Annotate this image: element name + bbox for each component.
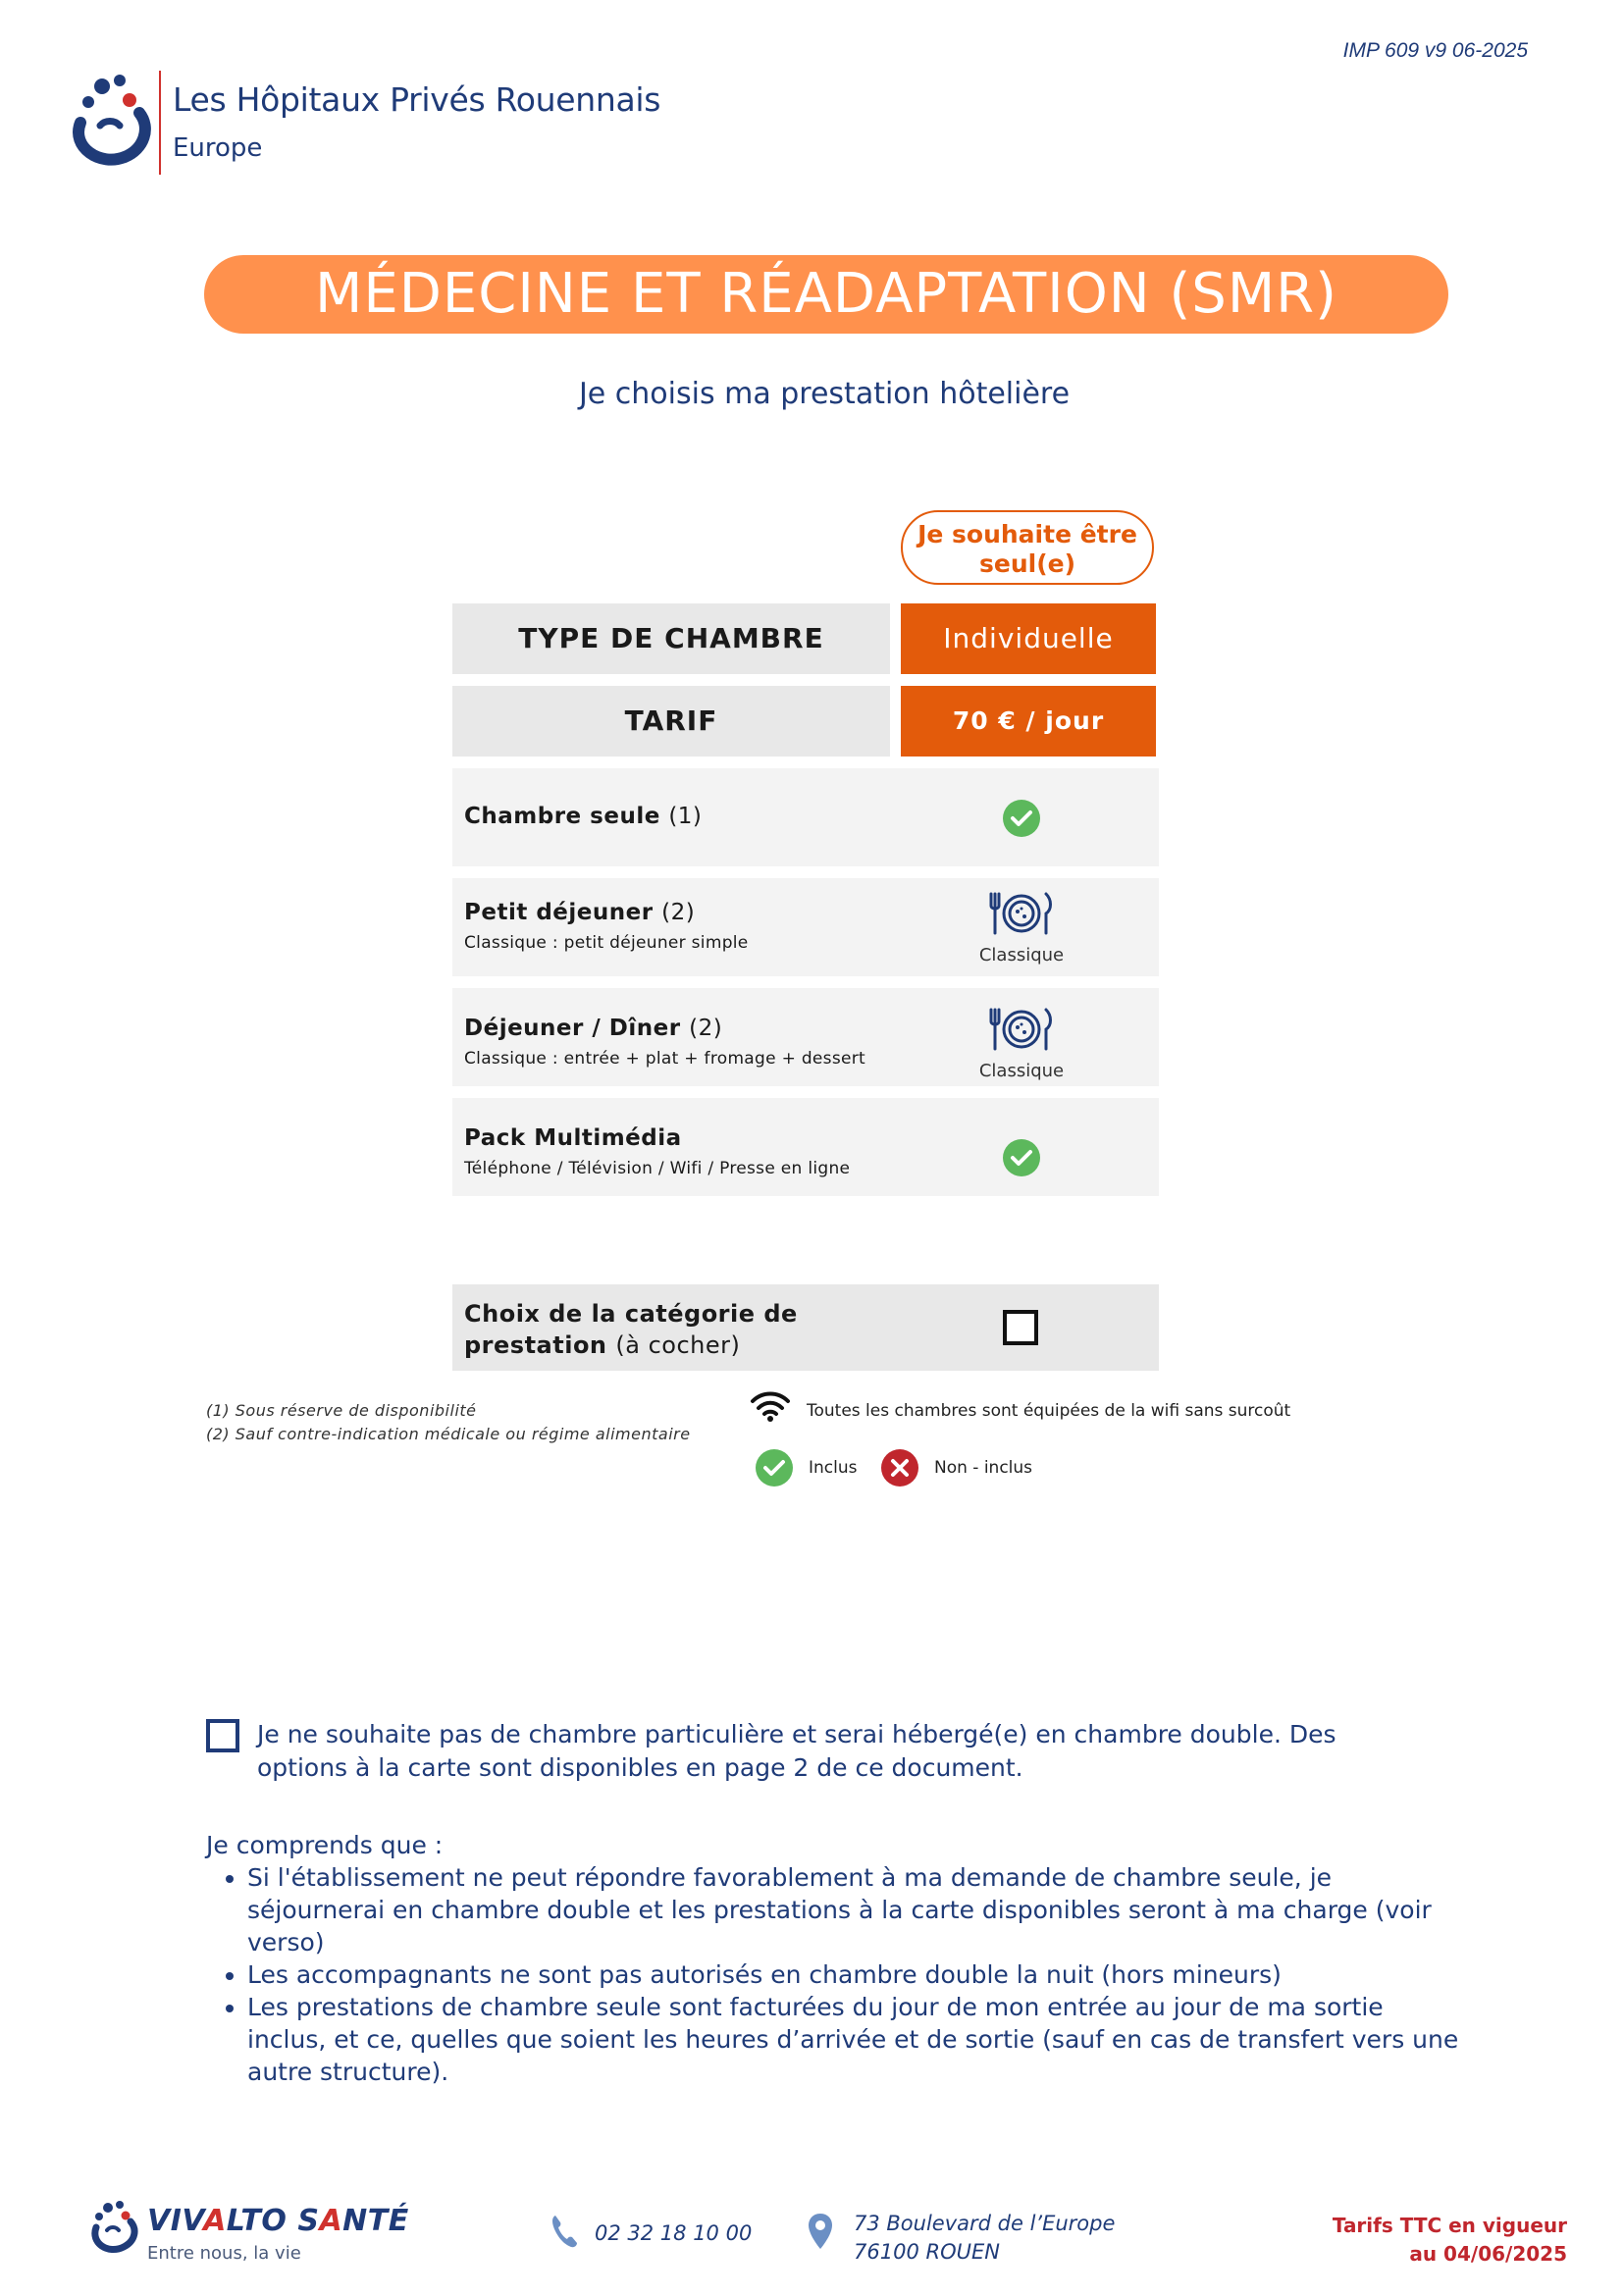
row-title: Déjeuner / Dîner: [464, 1016, 681, 1041]
table-row: [452, 988, 1159, 1086]
tarifs-line: Tarifs TTC en vigueur: [1332, 2214, 1567, 2237]
table-row: [452, 878, 1159, 976]
tarif-value: 70 € / jour: [901, 686, 1156, 757]
plate-cutlery-icon: [989, 890, 1054, 937]
room-type-label: TYPE DE CHAMBRE: [452, 603, 890, 674]
understand-list: [206, 1861, 1462, 2088]
cross-not-included-icon: [881, 1449, 918, 1487]
choice-label: prestation: [464, 1331, 607, 1359]
plate-cutlery-icon: [989, 1006, 1054, 1053]
included-legend: Inclus: [809, 1458, 858, 1478]
table-row: [452, 768, 1159, 866]
list-item: • Les prestations de chambre seule sont facturées du jour de mon entrée au jour de ma sortie inclus, et ce, quelles que soient les heures d’arrivée et de sortie (sauf en cas de transfert vers une autre structure).: [247, 1991, 1462, 2088]
tarifs-line: au 04/06/2025: [1409, 2242, 1567, 2266]
location-pin-icon: [807, 2212, 834, 2251]
choice-row: [452, 1284, 1159, 1371]
logo-separator: [159, 71, 161, 175]
list-item: • Si l'établissement ne peut répondre favorablement à ma demande de chambre seule, je séjournerai en chambre double et les prestations à la carte disponibles seront à ma charge (voir verso): [247, 1861, 1462, 1958]
double-room-line: Je ne souhaite pas de chambre particulière et serai hébergé(e) en chambre double. Des: [257, 1720, 1336, 1748]
double-room-line: options à la carte sont disponibles en page 2 de ce document.: [257, 1753, 1023, 1782]
row-description: Téléphone / Télévision / Wifi / Presse en ligne: [464, 1159, 851, 1178]
address-line: 73 Boulevard de l’Europe: [854, 2212, 1116, 2235]
choice-checkbox[interactable]: [1003, 1310, 1038, 1345]
table-row: [452, 1098, 1159, 1196]
row-title: Chambre seule: [464, 804, 660, 829]
page-title: MÉDECINE ET RÉADAPTATION (SMR): [204, 255, 1448, 334]
check-included-icon: [1003, 800, 1040, 837]
row-note: (2): [689, 1016, 723, 1041]
understand-intro: Je comprends que :: [206, 1831, 444, 1859]
address-line: 76100 ROUEN: [854, 2240, 1000, 2264]
check-included-icon: [1003, 1139, 1040, 1176]
row-title: Pack Multimédia: [464, 1125, 682, 1151]
row-note: (1): [668, 804, 703, 829]
document-reference: IMP 609 v9 06-2025: [1342, 39, 1528, 62]
list-item: • Les accompagnants ne sont pas autorisés en chambre double la nuit (hors mineurs): [247, 1958, 1462, 1991]
choice-note: (à cocher): [615, 1331, 741, 1359]
phone-icon: [550, 2214, 579, 2249]
page-subtitle: Je choisis ma prestation hôtelière: [578, 377, 1071, 411]
footnote-2: (2) Sauf contre-indication médicale ou régime alimentaire: [206, 1425, 691, 1443]
not-included-legend: Non - inclus: [934, 1458, 1033, 1478]
understand-section: [206, 1829, 1462, 2088]
footer-tarifs: [1333, 2212, 1567, 2269]
choice-label: Choix de la catégorie de: [464, 1300, 798, 1328]
footer-brand: VIVALTO SANTÉ: [147, 2204, 409, 2238]
row-description: Classique : entrée + plat + fromage + dessert: [464, 1049, 865, 1069]
row-note: (2): [661, 900, 696, 925]
wifi-icon: [750, 1389, 791, 1423]
row-description: Classique : petit déjeuner simple: [464, 933, 749, 953]
row-title: Petit déjeuner: [464, 900, 654, 925]
footer-phone: 02 32 18 10 00: [595, 2221, 753, 2245]
row-value-label: Classique: [978, 945, 1065, 965]
footer-tagline: Entre nous, la vie: [147, 2243, 301, 2264]
tarif-label: TARIF: [452, 686, 890, 757]
double-room-checkbox[interactable]: [206, 1719, 239, 1752]
footnote-1: (1) Sous réserve de disponibilité: [206, 1401, 477, 1420]
footer-address: [854, 2210, 1115, 2267]
double-room-text: [257, 1718, 1464, 1785]
organization-name: Les Hôpitaux Privés Rouennais: [173, 80, 661, 119]
check-included-icon: [756, 1449, 793, 1487]
room-type-value: Individuelle: [901, 603, 1156, 674]
row-value-label: Classique: [978, 1061, 1065, 1081]
organization-site: Europe: [173, 133, 263, 163]
vivalto-logo-icon: [86, 2198, 141, 2257]
column-header-pill: Je souhaite être seul(e): [901, 510, 1154, 585]
hospital-logo-icon: [61, 69, 159, 177]
wifi-legend: Toutes les chambres sont équipées de la wifi sans surcoût: [807, 1401, 1291, 1421]
